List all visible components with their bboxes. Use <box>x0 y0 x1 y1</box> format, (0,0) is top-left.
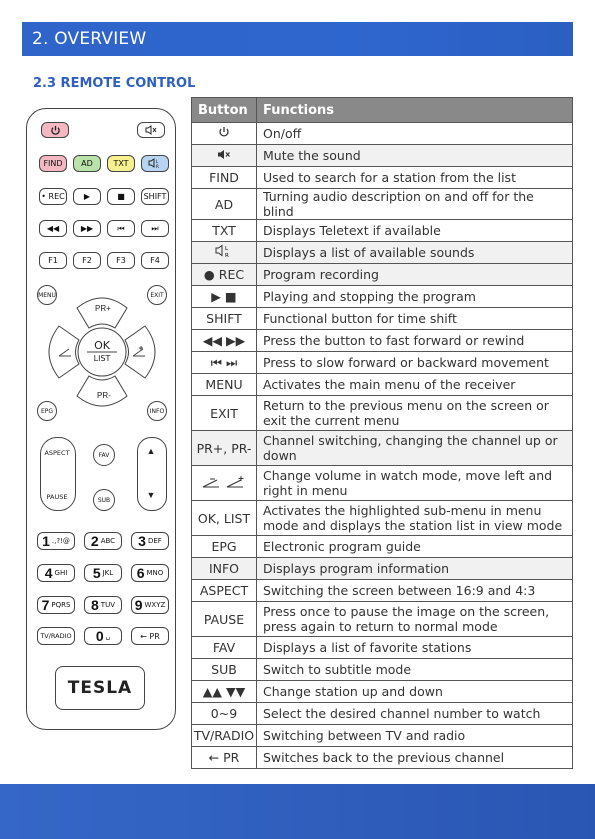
menu-button[interactable]: MENU <box>37 285 57 305</box>
button-cell: EXIT <box>192 396 257 431</box>
table-row <box>192 145 573 167</box>
key-9[interactable]: 9 WXYZ <box>131 596 169 614</box>
function-cell: Change volume in watch mode, move left and right in menu <box>257 466 573 501</box>
table-row <box>192 330 573 352</box>
function-cell: Press once to pause the image on the screen, press again to return to normal mode <box>257 602 573 637</box>
aspect-button[interactable]: ASPECT <box>44 449 70 457</box>
f4-button[interactable]: F4 <box>141 252 169 269</box>
function-cell: Press to slow forward or backward movement <box>257 352 573 374</box>
audio-button[interactable] <box>141 155 169 172</box>
sub-button[interactable]: SUB <box>93 489 115 511</box>
functions-table <box>191 97 573 769</box>
power-icon <box>50 125 61 136</box>
function-cell: Switches back to the previous channel <box>257 747 573 769</box>
table-row <box>192 659 573 681</box>
f1-button[interactable]: F1 <box>39 252 67 269</box>
key-4[interactable]: 4 GHI <box>37 564 75 582</box>
svg-text:R: R <box>225 253 229 258</box>
txt-button[interactable]: TXT <box>107 155 135 172</box>
play-button[interactable] <box>73 188 101 205</box>
skip-forward-icon: ⏭ <box>151 223 159 233</box>
button-cell: ● REC <box>192 264 257 286</box>
key-5[interactable]: 5 JKL <box>84 564 122 582</box>
find-button[interactable]: FIND <box>39 155 67 172</box>
header-bar <box>22 22 573 56</box>
function-cell: Switch to subtitle mode <box>257 659 573 681</box>
pr-plus-label: PR+ <box>95 304 111 313</box>
table-row <box>192 725 573 747</box>
channel-down-icon: ▼ <box>146 490 156 500</box>
function-cell: Activates the main menu of the receiver <box>257 374 573 396</box>
audio-lr-icon <box>215 246 233 261</box>
arrow-left-icon: ← <box>140 631 150 641</box>
table-row <box>192 602 573 637</box>
button-cell <box>192 145 257 167</box>
function-cell: Functional button for time shift <box>257 308 573 330</box>
button-cell: 0~9 <box>192 703 257 725</box>
skip-back-icon: ⏮ <box>117 223 125 233</box>
fav-button[interactable]: FAV <box>93 444 115 466</box>
table-row <box>192 431 573 466</box>
function-cell: Playing and stopping the program <box>257 286 573 308</box>
function-cell: Displays a list of available sounds <box>257 242 573 264</box>
mute-icon <box>145 125 157 135</box>
function-cell: Change station up and down <box>257 681 573 703</box>
table-row <box>192 374 573 396</box>
table-row <box>192 681 573 703</box>
function-cell: Switching the screen between 16:9 and 4:3 <box>257 580 573 602</box>
key-6[interactable]: 6 MNO <box>131 564 169 582</box>
list-label: LIST <box>93 354 111 363</box>
remote-control <box>26 108 176 730</box>
table-row <box>192 703 573 725</box>
button-cell: PAUSE <box>192 602 257 637</box>
footer-bar <box>0 784 595 839</box>
mute-button[interactable] <box>137 122 165 138</box>
button-cell: PR+, PR- <box>192 431 257 466</box>
button-cell: ⏮ ⏭ <box>192 352 257 374</box>
table-row <box>192 580 573 602</box>
stop-button[interactable] <box>107 188 135 205</box>
fast-forward-button[interactable] <box>73 220 101 237</box>
function-cell: Displays a list of favorite stations <box>257 637 573 659</box>
function-cell: Electronic program guide <box>257 536 573 558</box>
button-cell: SUB <box>192 659 257 681</box>
function-cell: Activates the highlighted sub-menu in menu mode and displays the station list in view mode <box>257 501 573 536</box>
table-row <box>192 536 573 558</box>
function-cell: Displays program information <box>257 558 573 580</box>
function-cell: Used to search for a station from the list <box>257 167 573 189</box>
f3-button[interactable]: F3 <box>107 252 135 269</box>
svg-text:R: R <box>156 164 159 169</box>
mute-icon <box>217 148 231 163</box>
svg-text:L: L <box>225 246 229 252</box>
button-cell: TXT <box>192 220 257 242</box>
key-8[interactable]: 8 TUV <box>84 596 122 614</box>
pr-back-button[interactable] <box>131 627 169 645</box>
rewind-button[interactable] <box>39 220 67 237</box>
brand-logo: TESLA <box>55 666 145 710</box>
next-button[interactable] <box>141 220 169 237</box>
function-cell: On/off <box>257 123 573 145</box>
channel-up-icon: ▲ <box>146 446 156 456</box>
tv-radio-button[interactable]: TV/RADIO <box>37 627 75 645</box>
button-cell: AD <box>192 189 257 220</box>
button-cell: ▲▲ ▼▼ <box>192 681 257 703</box>
button-cell: ◀◀ ▶▶ <box>192 330 257 352</box>
table-header-row <box>192 98 573 123</box>
column-header-button: Button <box>192 98 257 123</box>
button-cell: FAV <box>192 637 257 659</box>
audio-lr-icon <box>148 158 162 169</box>
epg-button[interactable]: EPG <box>37 401 57 421</box>
section-title: 2.3 REMOTE CONTROL <box>33 76 196 91</box>
pause-button[interactable]: PAUSE <box>46 493 68 501</box>
function-cell: Program recording <box>257 264 573 286</box>
button-cell: ASPECT <box>192 580 257 602</box>
rec-label: REC <box>48 192 65 201</box>
button-cell: FIND <box>192 167 257 189</box>
power-icon <box>218 126 230 141</box>
pr-back-label: PR <box>149 631 160 641</box>
function-cell: Channel switching, changing the channel up or down <box>257 431 573 466</box>
svg-text:L: L <box>156 159 159 164</box>
column-header-functions: Functions <box>257 98 573 123</box>
table-row <box>192 558 573 580</box>
pr-minus-label: PR- <box>97 391 111 400</box>
table-row <box>192 264 573 286</box>
button-cell <box>192 242 257 264</box>
function-cell: Displays Teletext if available <box>257 220 573 242</box>
function-cell: Mute the sound <box>257 145 573 167</box>
exit-button[interactable]: EXIT <box>147 285 167 305</box>
button-cell: MENU <box>192 374 257 396</box>
table-row <box>192 352 573 374</box>
shift-button[interactable]: SHIFT <box>141 188 169 205</box>
function-cell: Turning audio description on and off for the blind <box>257 189 573 220</box>
fast-forward-icon: ▶▶ <box>80 224 94 233</box>
stop-icon: ■ <box>117 192 125 201</box>
rec-button[interactable]: • REC <box>39 188 67 205</box>
key-2[interactable]: 2 ABC <box>84 532 122 550</box>
table-row <box>192 747 573 769</box>
table-row <box>192 396 573 431</box>
table-row <box>192 242 573 264</box>
function-cell: Press the button to fast forward or rewind <box>257 330 573 352</box>
button-cell: ← PR <box>192 747 257 769</box>
button-cell: SHIFT <box>192 308 257 330</box>
key-7[interactable]: 7 PQRS <box>37 596 75 614</box>
button-cell: ▶ ■ <box>192 286 257 308</box>
function-cell: Switching between TV and radio <box>257 725 573 747</box>
info-button[interactable]: INFO <box>147 401 167 421</box>
ad-button[interactable]: AD <box>73 155 101 172</box>
function-cell: Return to the previous menu on the screen or exit the current menu <box>257 396 573 431</box>
key-1[interactable]: 1 .,?!@ <box>37 532 75 550</box>
table-row <box>192 466 573 501</box>
table-row <box>192 189 573 220</box>
button-cell: TV/RADIO <box>192 725 257 747</box>
button-cell: INFO <box>192 558 257 580</box>
button-cell <box>192 466 257 501</box>
table-row <box>192 286 573 308</box>
key-0[interactable]: 0 ␣ <box>84 627 122 645</box>
ok-label: OK <box>94 339 110 352</box>
table-row <box>192 123 573 145</box>
power-button[interactable] <box>41 122 69 138</box>
function-cell: Select the desired channel number to watch <box>257 703 573 725</box>
rewind-icon: ◀◀ <box>46 224 60 233</box>
table-row <box>192 308 573 330</box>
table-row <box>192 637 573 659</box>
f2-button[interactable]: F2 <box>73 252 101 269</box>
volume-minus-plus-icon <box>201 477 247 492</box>
button-cell: OK, LIST <box>192 501 257 536</box>
button-cell: EPG <box>192 536 257 558</box>
button-cell <box>192 123 257 145</box>
page-title: 2. OVERVIEW <box>32 29 147 49</box>
table-row <box>192 167 573 189</box>
table-row <box>192 220 573 242</box>
key-3[interactable]: 3 DEF <box>131 532 169 550</box>
play-icon: ▶ <box>83 192 91 201</box>
previous-button[interactable] <box>107 220 135 237</box>
table-row <box>192 501 573 536</box>
